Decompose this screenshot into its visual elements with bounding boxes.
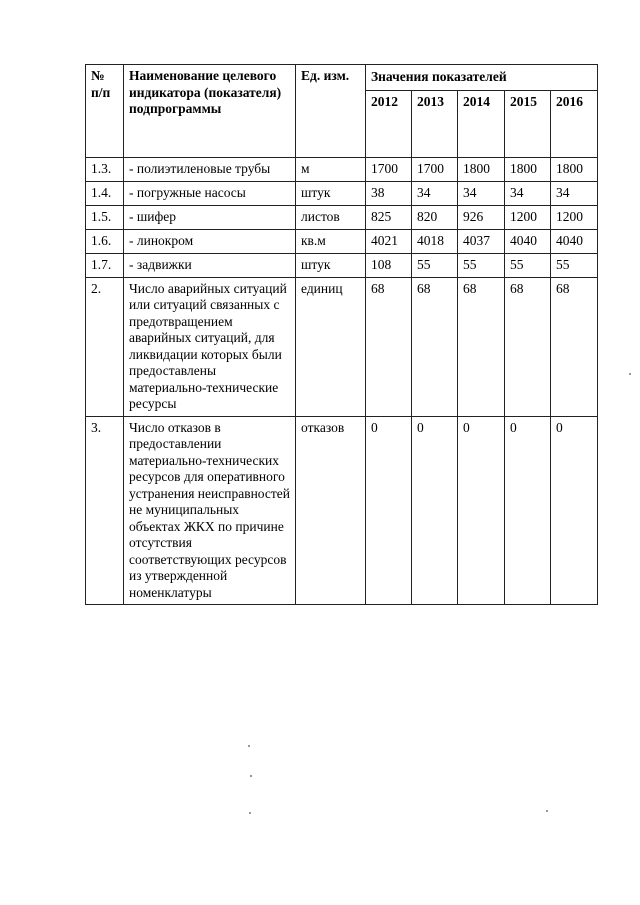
row-value: 4018 [412, 229, 458, 253]
row-value: 68 [458, 277, 505, 416]
row-name: - погружные насосы [124, 181, 296, 205]
scan-speck [248, 745, 250, 747]
header-year: 2012 [366, 90, 412, 157]
row-unit: листов [296, 205, 366, 229]
row-value: 825 [366, 205, 412, 229]
row-num: 1.3. [86, 157, 124, 181]
row-unit: штук [296, 181, 366, 205]
table-row [86, 157, 598, 181]
row-name: - линокром [124, 229, 296, 253]
row-value: 55 [505, 253, 551, 277]
row-value: 0 [412, 416, 458, 605]
row-num: 1.5. [86, 205, 124, 229]
header-year: 2014 [458, 90, 505, 157]
header-name: Наименование целевого индикатора (показателя) подпрограммы [124, 65, 296, 158]
row-num: 1.6. [86, 229, 124, 253]
row-num: 1.4. [86, 181, 124, 205]
row-value: 1700 [366, 157, 412, 181]
row-value: 68 [366, 277, 412, 416]
table-row [86, 416, 598, 605]
row-name: - задвижки [124, 253, 296, 277]
row-value: 926 [458, 205, 505, 229]
row-num: 2. [86, 277, 124, 416]
row-value: 0 [505, 416, 551, 605]
row-value: 0 [458, 416, 505, 605]
row-value: 820 [412, 205, 458, 229]
row-value: 4021 [366, 229, 412, 253]
header-row [86, 65, 598, 91]
row-value: 1800 [551, 157, 598, 181]
header-year: 2013 [412, 90, 458, 157]
row-value: 55 [551, 253, 598, 277]
scan-speck [629, 373, 631, 375]
header-unit: Ед. изм. [296, 65, 366, 158]
row-name: - полиэтиленовые трубы [124, 157, 296, 181]
row-value: 0 [551, 416, 598, 605]
row-unit: единиц [296, 277, 366, 416]
header-year: 2016 [551, 90, 598, 157]
row-name: Число отказов в предоставлении материально-технических ресурсов для оперативного устранения неисправностей не муниципальных объектах ЖКХ по причине отсутствия соответствующих ресурсов из утвержденной номенклатуры [124, 416, 296, 605]
row-unit: м [296, 157, 366, 181]
row-value: 1700 [412, 157, 458, 181]
header-num: № п/п [86, 65, 124, 158]
row-value: 1200 [505, 205, 551, 229]
row-value: 68 [551, 277, 598, 416]
row-value: 55 [412, 253, 458, 277]
row-value: 108 [366, 253, 412, 277]
row-value: 1800 [458, 157, 505, 181]
row-value: 38 [366, 181, 412, 205]
row-value: 68 [412, 277, 458, 416]
row-value: 34 [505, 181, 551, 205]
table-row [86, 253, 598, 277]
scan-speck [249, 812, 251, 814]
indicators-table [85, 64, 598, 605]
header-year: 2015 [505, 90, 551, 157]
table-row [86, 205, 598, 229]
row-value: 1800 [505, 157, 551, 181]
row-unit: кв.м [296, 229, 366, 253]
row-value: 4040 [505, 229, 551, 253]
row-value: 34 [412, 181, 458, 205]
row-value: 68 [505, 277, 551, 416]
row-value: 55 [458, 253, 505, 277]
row-name: - шифер [124, 205, 296, 229]
row-unit: отказов [296, 416, 366, 605]
header-values-title: Значения показателей [366, 65, 598, 91]
row-name: Число аварийных ситуаций или ситуаций связанных с предотвращением аварийных ситуаций, для ликвидации которых были предоставлены материально-технические ресурсы [124, 277, 296, 416]
row-value: 1200 [551, 205, 598, 229]
table-row [86, 277, 598, 416]
row-num: 3. [86, 416, 124, 605]
row-num: 1.7. [86, 253, 124, 277]
row-value: 34 [551, 181, 598, 205]
scan-speck [250, 775, 252, 777]
scan-speck [546, 810, 548, 812]
row-value: 4040 [551, 229, 598, 253]
row-value: 34 [458, 181, 505, 205]
table-row [86, 181, 598, 205]
row-unit: штук [296, 253, 366, 277]
row-value: 4037 [458, 229, 505, 253]
row-value: 0 [366, 416, 412, 605]
table-row [86, 229, 598, 253]
